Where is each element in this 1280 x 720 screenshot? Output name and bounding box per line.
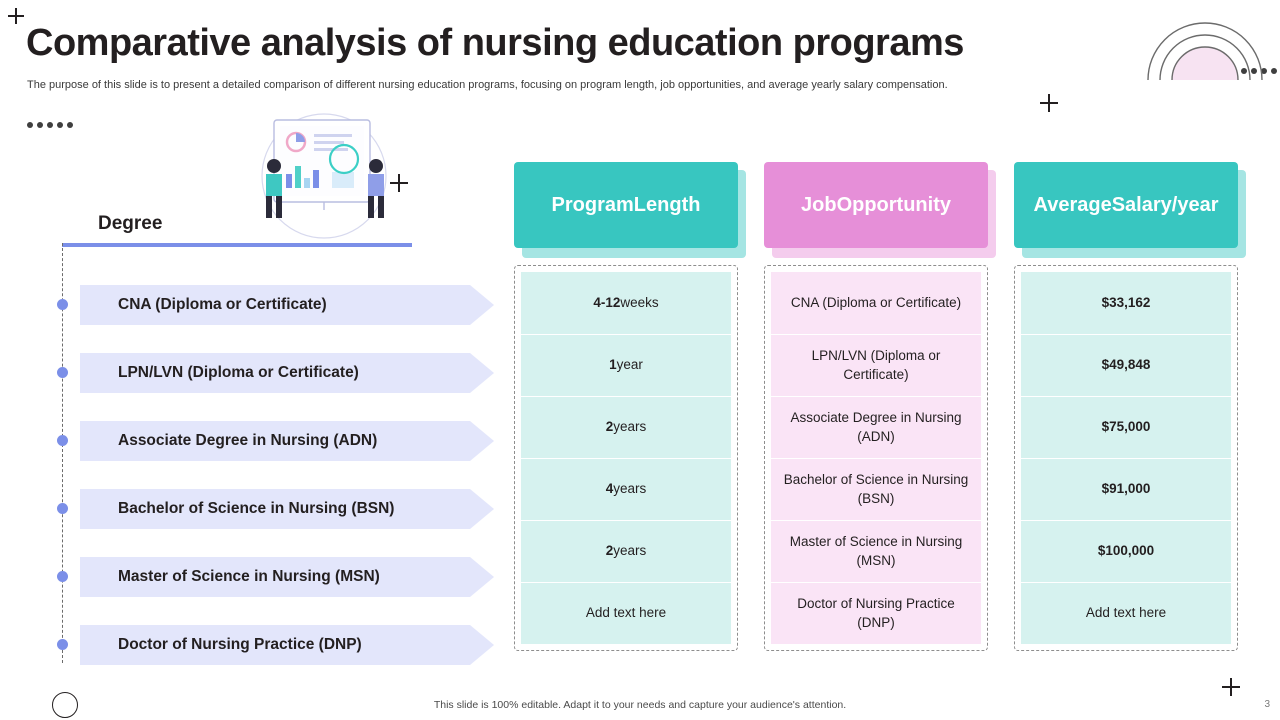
- table-column: [764, 162, 988, 651]
- timeline-dot-icon: [57, 503, 68, 514]
- cell-value: $100,000: [1097, 543, 1155, 559]
- table-cell[interactable]: [1021, 396, 1231, 458]
- table-cell[interactable]: [521, 396, 731, 458]
- chevron-right-icon: [470, 353, 494, 393]
- presentation-illustration: [236, 112, 412, 252]
- degree-label: Bachelor of Science in Nursing (BSN): [80, 489, 470, 529]
- table-cell[interactable]: [771, 458, 981, 520]
- footer-note: This slide is 100% editable. Adapt it to your needs and capture your audience's attention.: [433, 699, 847, 711]
- cell-value: $75,000: [1101, 419, 1151, 435]
- column-header: [1014, 162, 1238, 248]
- cell-text: Add text here: [1085, 605, 1167, 621]
- chevron-right-icon: [470, 557, 494, 597]
- timeline-dot-icon: [57, 435, 68, 446]
- timeline-dot-icon: [57, 299, 68, 310]
- cell-text: year: [616, 357, 643, 373]
- degree-label: LPN/LVN (Diploma or Certificate): [80, 353, 470, 393]
- cell-text: Doctor of Nursing Practice (DNP): [797, 596, 955, 630]
- column-header-line: Length: [633, 193, 701, 216]
- cell-value: 1: [609, 357, 617, 373]
- degree-label: Doctor of Nursing Practice (DNP): [80, 625, 470, 665]
- page-number: 3: [1264, 699, 1270, 710]
- degree-label: Associate Degree in Nursing (ADN): [80, 421, 470, 461]
- timeline-dot-icon: [57, 639, 68, 650]
- column-header-line: Opportunity: [836, 193, 951, 216]
- arc-decoration: [1130, 0, 1280, 82]
- column-header-line: Salary/year: [1111, 193, 1219, 216]
- column-body: [1014, 265, 1238, 651]
- degree-column-label: Degree: [98, 213, 163, 234]
- cell-text: CNA (Diploma or Certificate): [790, 294, 962, 310]
- cell-value: $91,000: [1101, 481, 1151, 497]
- chevron-right-icon: [470, 421, 494, 461]
- table-column: [514, 162, 738, 651]
- table-cell[interactable]: [1021, 272, 1231, 334]
- table-cell[interactable]: [771, 396, 981, 458]
- table-cell[interactable]: [771, 582, 981, 644]
- timeline-dot-icon: [57, 367, 68, 378]
- degree-label: Master of Science in Nursing (MSN): [80, 557, 470, 597]
- table-cell[interactable]: [1021, 520, 1231, 582]
- cell-value: 4-12: [593, 294, 621, 310]
- cell-text: years: [613, 419, 647, 435]
- column-body: [764, 265, 988, 651]
- timeline-dot-icon: [57, 571, 68, 582]
- cell-text: Add text here: [585, 605, 667, 621]
- cell-text: LPN/LVN (Diploma or Certificate): [811, 348, 941, 382]
- cell-text: years: [613, 481, 647, 497]
- table-cell[interactable]: [521, 520, 731, 582]
- column-body: [514, 265, 738, 651]
- degree-underline: [62, 243, 412, 247]
- page-subtitle: The purpose of this slide is to present a detailed comparison of different nursing education programs, focusing on program length, job opportunities, and average yearly salary compensation.: [27, 79, 948, 91]
- column-header-line: Program: [551, 193, 634, 216]
- cell-text: years: [613, 543, 647, 559]
- column-header: [764, 162, 988, 248]
- column-header: [514, 162, 738, 248]
- table-cell[interactable]: [1021, 334, 1231, 396]
- page-title: Comparative analysis of nursing education programs: [26, 22, 964, 64]
- cell-text: Associate Degree in Nursing (ADN): [790, 410, 962, 444]
- plus-icon-top-left: [8, 8, 24, 24]
- cell-text: Bachelor of Science in Nursing (BSN): [783, 472, 969, 506]
- table-cell[interactable]: [521, 334, 731, 396]
- cell-value: $49,848: [1101, 357, 1151, 373]
- plus-icon-upper-middle: [1040, 94, 1058, 112]
- table-cell[interactable]: [1021, 582, 1231, 644]
- table-cell[interactable]: [771, 334, 981, 396]
- plus-icon-bottom-right: [1222, 678, 1240, 696]
- table-cell[interactable]: [521, 582, 731, 644]
- table-column: [1014, 162, 1238, 651]
- cell-value: 2: [605, 543, 614, 559]
- cell-value: 2: [605, 419, 614, 435]
- column-header-line: Job: [801, 193, 837, 216]
- table-cell[interactable]: [771, 520, 981, 582]
- dots-decoration-left: [27, 122, 73, 128]
- column-header-line: Average: [1033, 193, 1112, 216]
- degree-label: CNA (Diploma or Certificate): [80, 285, 470, 325]
- table-cell[interactable]: [771, 272, 981, 334]
- cell-value: 4: [605, 481, 614, 497]
- table-cell[interactable]: [521, 272, 731, 334]
- table-cell[interactable]: [1021, 458, 1231, 520]
- chevron-right-icon: [470, 625, 494, 665]
- chevron-right-icon: [470, 285, 494, 325]
- chevron-right-icon: [470, 489, 494, 529]
- cell-value: $33,162: [1101, 294, 1151, 310]
- table-cell[interactable]: [521, 458, 731, 520]
- cell-text: weeks: [620, 294, 659, 310]
- cell-text: Master of Science in Nursing (MSN): [789, 534, 963, 568]
